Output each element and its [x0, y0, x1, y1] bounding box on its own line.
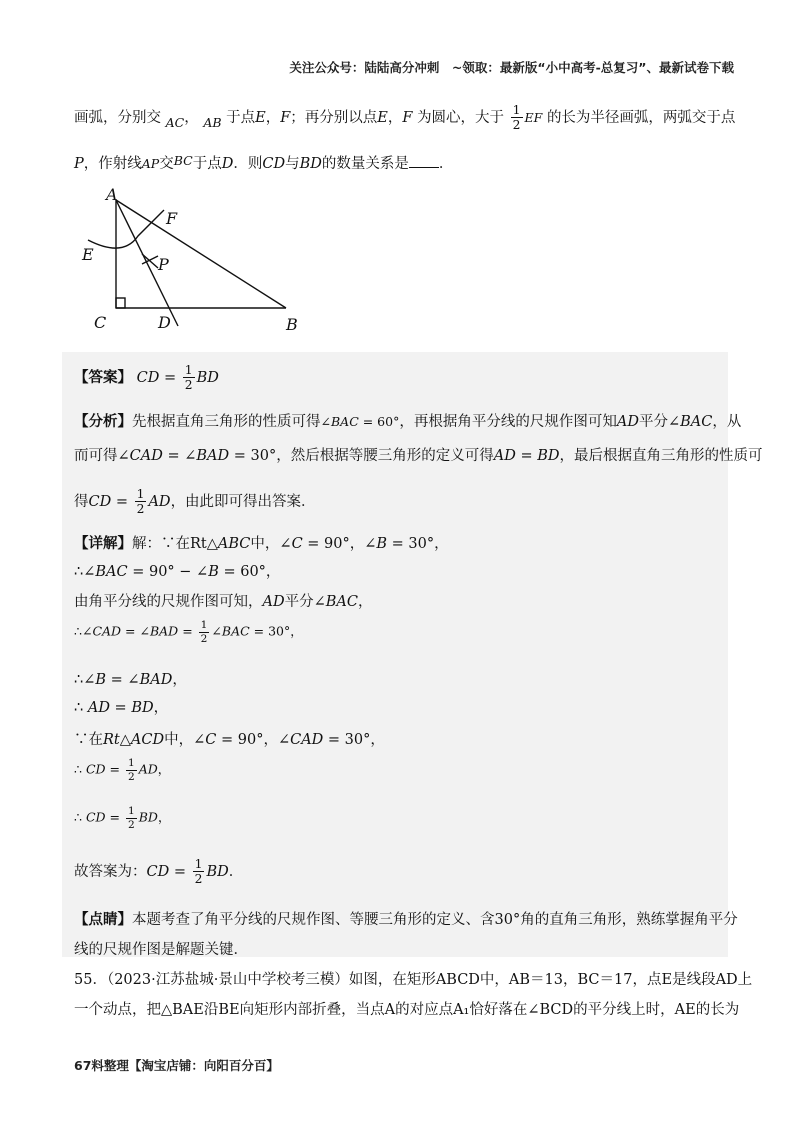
comment-line-1: 【点睛】本题考查了角平分线的尺规作图、等腰三角形的定义、含30°角的直角三角形，熟练掌握角平分 [74, 912, 738, 928]
detail-line-8: ∴ CD = $\frac{1}{2}$ AD， [74, 756, 171, 783]
detail-line-4: ∴∠CAD = ∠BAD = $\frac{1}{2}$ ∠BAC = 30°， [74, 618, 303, 645]
arc-ef [88, 210, 164, 248]
problem-line-2: P，作射线AP交BC于点D．则CD与BD的数量关系是 ． [74, 153, 454, 172]
answer-line: 【答案】 CD = $\frac{1}{2}$ BD [74, 363, 219, 393]
detail-line-5: ∴∠B = ∠BAD， [74, 672, 187, 688]
label-e: E [82, 245, 94, 264]
page-header: 关注公众号：陆陆高分冲刺 ~领取：最新版“小中高考-总复习”、最新试卷下载 [289, 60, 734, 75]
label-b: B [286, 315, 298, 334]
label-f: F [166, 209, 178, 228]
detail-line-9: ∴ CD = $\frac{1}{2}$ BD， [74, 804, 171, 831]
arc-mark-1 [142, 254, 158, 268]
side-ab [116, 200, 286, 308]
analysis-line-3: 得CD = $\frac{1}{2}$ AD，由此即可得出答案． [74, 487, 316, 517]
detail-line-3: 由角平分线的尺规作图可知，AD平分∠BAC， [74, 594, 373, 610]
right-angle-mark [116, 298, 125, 308]
next-problem-line-1: 55．（2023·江苏盐城·景山中学校考三模）如图，在矩形ABCD中，AB＝13，BC＝17，点E是线段AD上 [74, 972, 753, 988]
triangle-figure [78, 188, 308, 338]
detail-line-1: 【详解】解：∵在Rt△ABC中，∠C = 90°，∠B = 30°， [74, 536, 449, 552]
label-d: D [158, 313, 171, 332]
analysis-line-1: 【分析】先根据直角三角形的性质可得∠BAC = 60°，再根据角平分线的尺规作图可知AD平分∠BAC，从 [74, 414, 742, 430]
next-problem-line-2: 一个动点，把△BAE沿BE向矩形内部折叠，当点A的对应点A₁恰好落在∠BCD的平分线上时，AE的长为 [74, 1002, 740, 1018]
fraction-half: $\frac{1}{2}$ [512, 103, 521, 133]
label-a: A [106, 188, 118, 204]
comment-line-2: 线的尺规作图是解题关键． [74, 942, 248, 958]
detail-line-7: ∵在Rt△ACD中，∠C = 90°，∠CAD = 30°， [74, 732, 385, 748]
answer-blank [409, 157, 439, 168]
label-p: P [158, 255, 169, 274]
detail-line-6: ∴ AD = BD， [74, 700, 169, 716]
label-c: C [94, 313, 107, 332]
detail-line-2: ∴∠BAC = 90° − ∠B = 60°， [74, 564, 281, 580]
problem-line-1: 画弧，分别交 AC， AB 于点E，F；再分别以点E，F 为圆心，大于 $\frac{1}{2}$ EF 的长为半径画弧，两弧交于点 [74, 103, 736, 133]
page-footer: 67料整理【淘宝店铺：向阳百分百】 [74, 1058, 279, 1073]
final-answer-line: 故答案为：CD = $\frac{1}{2}$ BD． [74, 857, 244, 887]
analysis-line-2: 而可得∠CAD = ∠BAD = 30°，然后根据等腰三角形的定义可得AD = BD，最后根据直角三角形的性质可 [74, 448, 763, 464]
